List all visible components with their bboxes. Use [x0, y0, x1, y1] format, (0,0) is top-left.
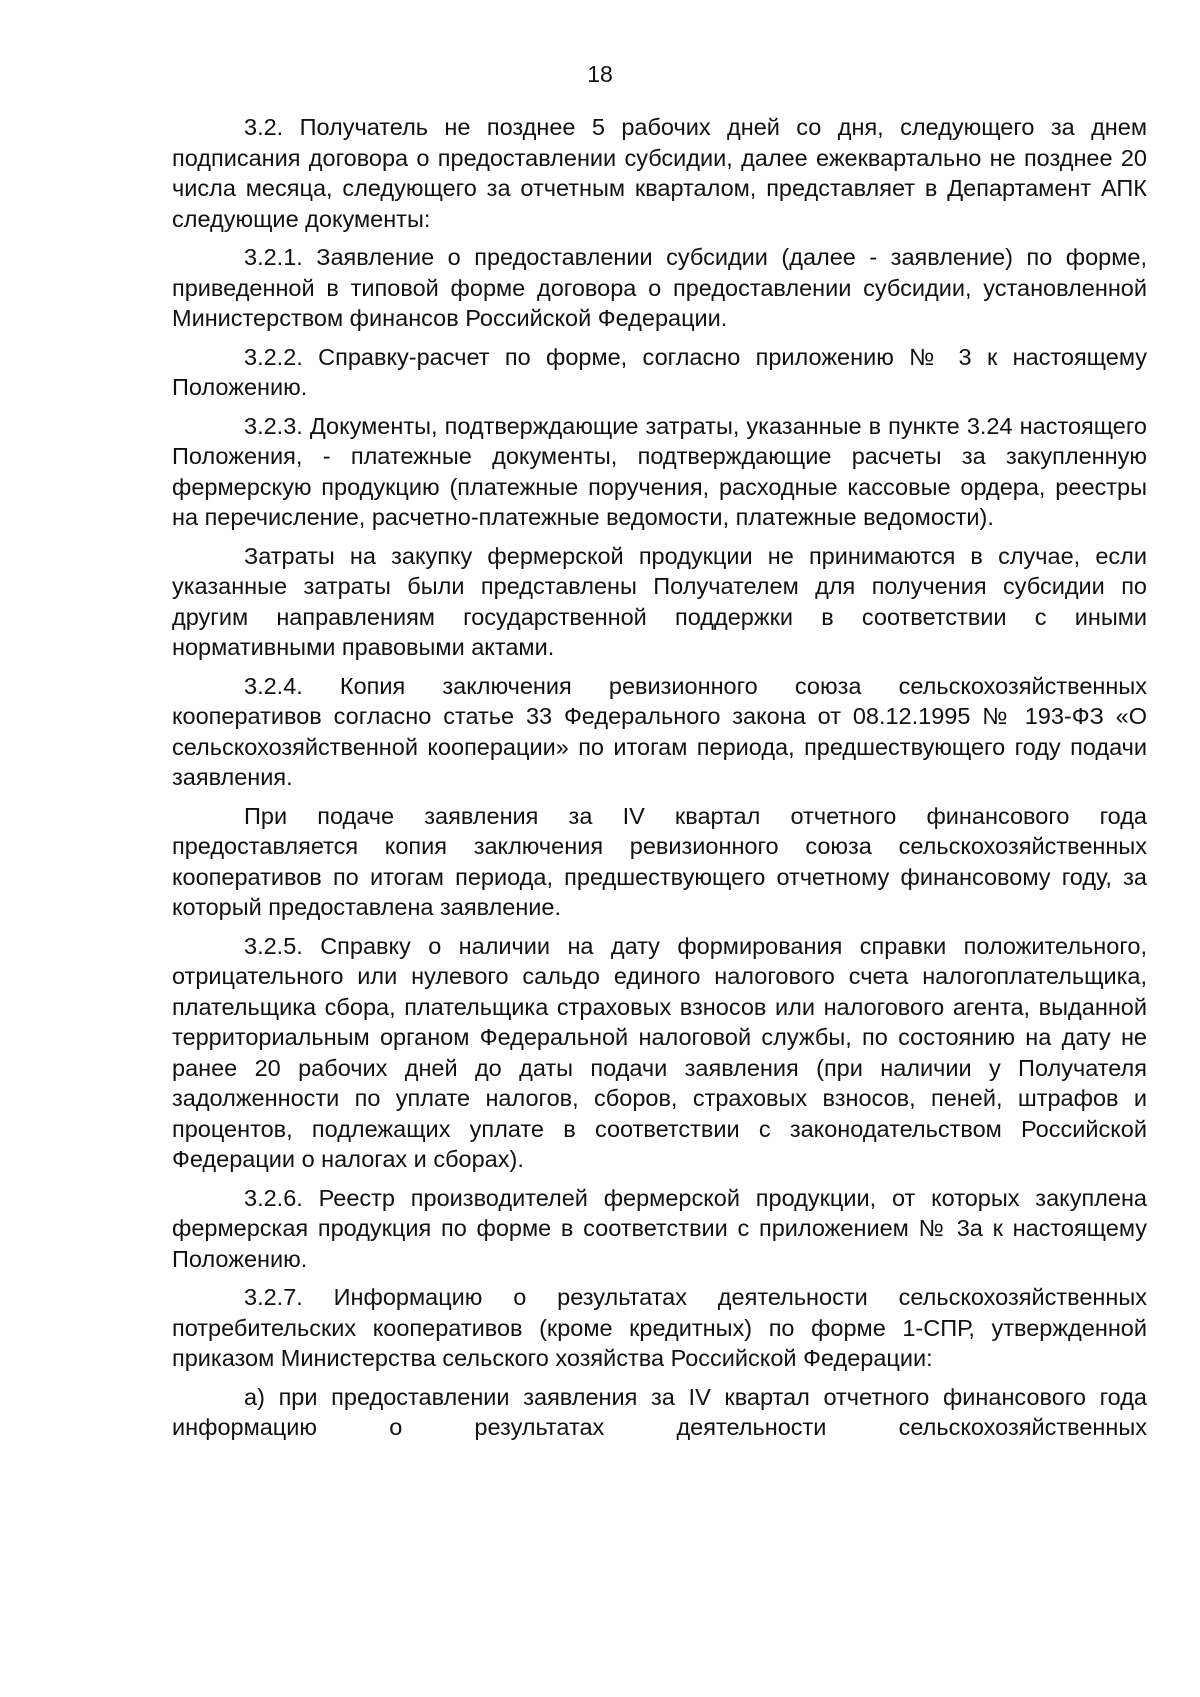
paragraph-3-2-3: 3.2.3. Документы, подтверждающие затраты, указанные в пункте 3.24 настоящего Положения, - платежные документы, подтверждающие расчеты за закупленную фермерскую продукцию (платежные поручения, расходные кассовые ордера, реестры на перечисление, расчетно-платежные ведомости, платежные ведомости).	[172, 412, 1147, 530]
document-body	[172, 112, 1147, 1451]
paragraph-costs-note: Затраты на закупку фермерской продукции не принимаются в случае, если указанные затраты были представлены Получателем для получения субсидии по другим направлениям государственной поддержки в соответствии с иными нормативными правовыми актами.	[172, 542, 1147, 660]
paragraph-3-2-6: 3.2.6. Реестр производителей фермерской продукции, от которых закуплена фермерская продукция по форме в соответствии с приложением № 3а к настоящему Положению.	[172, 1184, 1147, 1272]
paragraph-3-2: 3.2. Получатель не позднее 5 рабочих дней со дня, следующего за днем подписания договора о предоставлении субсидии, далее ежеквартально не позднее 20 числа месяца, следующего за отчетным кварталом, представляет в Департамент АПК следующие документы:	[172, 114, 1147, 232]
paragraph-3-2-2: 3.2.2. Справку-расчет по форме, согласно приложению № 3 к настоящему Положению.	[172, 343, 1147, 400]
paragraph-3-2-5: 3.2.5. Справку о наличии на дату формирования справки положительного, отрицательного или нулевого сальдо единого налогового счета налогоплательщика, плательщика сбора, плательщика страховых взносов или налогового агента, выданной территориальным органом Федеральной налоговой службы, по состоянию на дату не ранее 20 рабочих дней до даты подачи заявления (при наличии у Получателя задолженности по уплате налогов, сборов, страховых взносов, пеней, штрафов и процентов, подлежащих уплате в соответствии с законодательством Российской Федерации о налогах и сборах).	[172, 932, 1147, 1172]
paragraph-3-2-4: 3.2.4. Копия заключения ревизионного союза сельскохозяйственных кооперативов согласно статье 33 Федерального закона от 08.12.1995 № 193-ФЗ «О сельскохозяйственной кооперации» по итогам периода, предшествующего году подачи заявления.	[172, 672, 1147, 790]
page-number: 18	[587, 61, 613, 87]
paragraph-item-a: а) при предоставлении заявления за IV квартал отчетного финансового года информацию о результатах деятельности сельскохозяйственных	[172, 1383, 1147, 1440]
paragraph-q4-note: При подаче заявления за IV квартал отчетного финансового года предоставляется копия заключения ревизионного союза сельскохозяйственных кооперативов по итогам периода, предшествующего отчетному финансовому году, за который предоставлена заявление.	[172, 802, 1147, 920]
paragraph-3-2-1: 3.2.1. Заявление о предоставлении субсидии (далее - заявление) по форме, приведенной в типовой форме договора о предоставлении субсидии, установленной Министерством финансов Российской Федерации.	[172, 244, 1147, 331]
paragraph-3-2-7: 3.2.7. Информацию о результатах деятельности сельскохозяйственных потребительских кооперативов (кроме кредитных) по форме 1-СПР, утвержденной приказом Министерства сельского хозяйства Российской Федерации:	[172, 1284, 1147, 1371]
